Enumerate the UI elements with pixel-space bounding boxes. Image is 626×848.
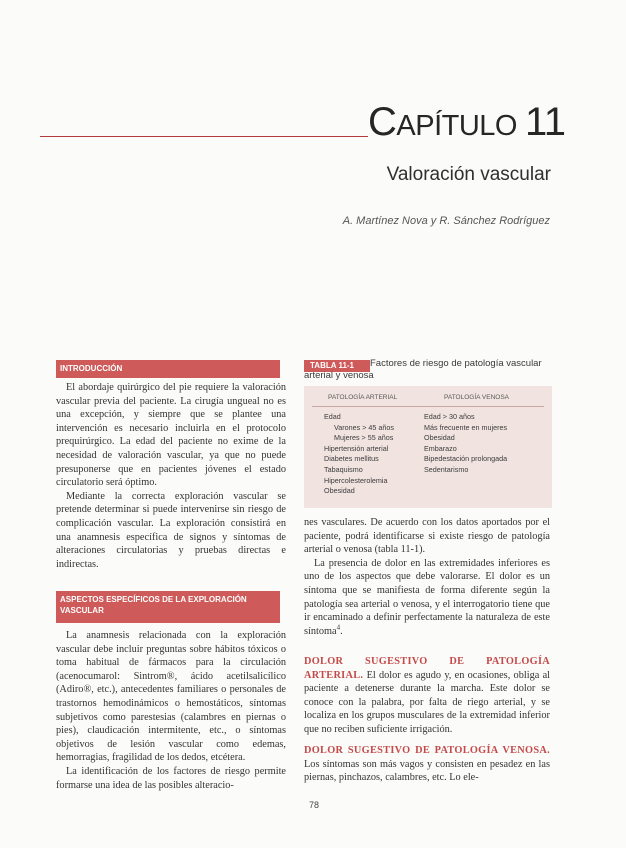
list-item: Bipedestación prolongada — [424, 454, 508, 464]
chapter-authors: A. Martínez Nova y R. Sánchez Rodríguez — [342, 215, 550, 227]
paragraph: La presencia de dolor en las extremidades inferiores es uno de los aspectos que debe valorarse. El dolor es un síntoma que se manifiesta de forma diferente según la patología sea arterial o venosa, y el interrogatorio tiene que ir encaminado a definir perfectamente la naturaleza de este síntoma$^4$. — [304, 557, 550, 637]
chapter-subtitle: Valoración vascular — [386, 164, 551, 185]
paragraph — [304, 744, 550, 785]
right-column-dolor-arterial — [304, 655, 550, 735]
paragraph-text: Los síntomas son más vagos y consisten en pesadez en las piernas, pinchazos, calambres, etc. Lo ele- — [304, 758, 550, 784]
table-badge: TABLA 11-1 — [304, 360, 370, 372]
list-item: Tabaquismo — [324, 464, 363, 474]
list-item: Diabetes mellitus — [324, 454, 379, 464]
table-rule — [312, 406, 544, 407]
section-heading-introduccion: INTRODUCCIÓN — [56, 360, 280, 378]
left-column-intro — [56, 381, 286, 573]
paragraph — [304, 655, 550, 737]
table-caption-line2: arterial y venosa — [304, 370, 374, 381]
chapter-title — [368, 100, 566, 145]
list-item: Edad — [324, 412, 341, 421]
list-item: Obesidad — [324, 486, 355, 496]
citation-superscript: 4 — [336, 623, 341, 632]
paragraph: Mediante la correcta exploración vascular se pretende determinar si puede intervenirse sin riesgo de complicación vascular. La exploración consistirá en una anamnesis específica de signos y síntomas de alteraciones circulatorias y pruebas directas e indirectas. — [56, 490, 286, 570]
table-list-venosa — [424, 412, 548, 476]
paragraph-text: La presencia de dolor en las extremidades inferiores es uno de los aspectos que debe valorarse. El dolor es un síntoma que se manifiesta de forma diferente según la patología sea arterial o venosa, y el interrogatorio tiene que ir encaminado a definir perfectamente la naturaleza de este síntoma — [304, 557, 550, 637]
list-item: Más frecuente en mujeres — [424, 422, 508, 432]
list-item: Obesidad — [424, 433, 455, 443]
list-item: Edad > 30 años — [424, 412, 475, 421]
list-item: Hipercolesterolemia — [324, 475, 388, 485]
run-in-heading: DOLOR SUGESTIVO DE PATOLOGÍA VENOSA. — [304, 745, 550, 756]
list-item: Varones > 45 años — [334, 422, 395, 432]
chapter-title-rest: APÍTULO — [396, 110, 517, 142]
table-header-arterial: PATOLOGÍA ARTERIAL — [328, 394, 398, 401]
right-column-continuation — [304, 516, 550, 642]
paragraph: El abordaje quirúrgico del pie requiere la valoración vascular previa del paciente. La cirugía ungueal no es una excepción, y siempre que se plantee una intervención es necesario incluirla en el protocolo prequirúrgico. La edad del paciente no exime de la necesidad de valoración vascular, ya que no puede presuponerse que en pacientes jóvenes el estado circulatorio será óptimo. — [56, 382, 286, 489]
table-11-1 — [304, 358, 552, 508]
list-item: Sedentarismo — [424, 464, 469, 474]
left-column-aspectos — [56, 629, 286, 791]
chapter-number: 11 — [524, 100, 566, 144]
table-header-venosa: PATOLOGÍA VENOSA — [444, 394, 510, 401]
page-number: 78 — [308, 800, 319, 810]
right-column-dolor-venoso — [304, 744, 550, 784]
table-body — [304, 386, 552, 508]
table-caption-line1: Factores de riesgo de patología vascular — [370, 358, 542, 369]
section-heading-aspectos: ASPECTOS ESPECÍFICOS DE LA EXPLORACIÓN VASCULAR — [56, 591, 280, 623]
chapter-rule — [40, 136, 368, 137]
paragraph: La identificación de los factores de riesgo permite formarse una idea de las posibles alteracio- — [56, 765, 286, 791]
chapter-title-initial: C — [368, 100, 397, 144]
list-item: Mujeres > 55 años — [334, 433, 394, 443]
table-list-arterial — [324, 412, 434, 497]
list-item: Embarazo — [424, 443, 457, 453]
paragraph: nes vasculares. De acuerdo con los datos aportados por el paciente, podrá identificarse si existe riesgo de patología arterial o venosa (tabla 11-1). — [304, 517, 550, 556]
paragraph-text: El dolor es agudo y, en ocasiones, obliga al paciente a detenerse durante la marcha. Este dolor se conoce con la palabra, por falta de riego arterial, y se localiza en los grupos musculares de la extremidad inferior que no reciben suficiente irrigación. — [304, 669, 550, 735]
run-in-heading: DOLOR SUGESTIVO DE PATOLOGÍA ARTERIAL. — [304, 656, 550, 681]
paragraph: La anamnesis relacionada con la exploración vascular debe incluir preguntas sobre hábitos tóxicos o toma habitual de fármacos para la circulación (acenocumarol: Sintrom®, ácido acetilsalicílico (Adiro®, etc.), antecedentes familiares o personales de trastornos hemodinámicos o hemostáticos, síntomas subjetivos como parestesias (calambres en piernas o pies), claudicación intermitente, etc., o síntomas objetivos de lesión vascular como edemas, hemorragias, fragilidad de los dedos, etcétera. — [56, 630, 286, 764]
list-item: Hipertensión arterial — [324, 443, 389, 453]
